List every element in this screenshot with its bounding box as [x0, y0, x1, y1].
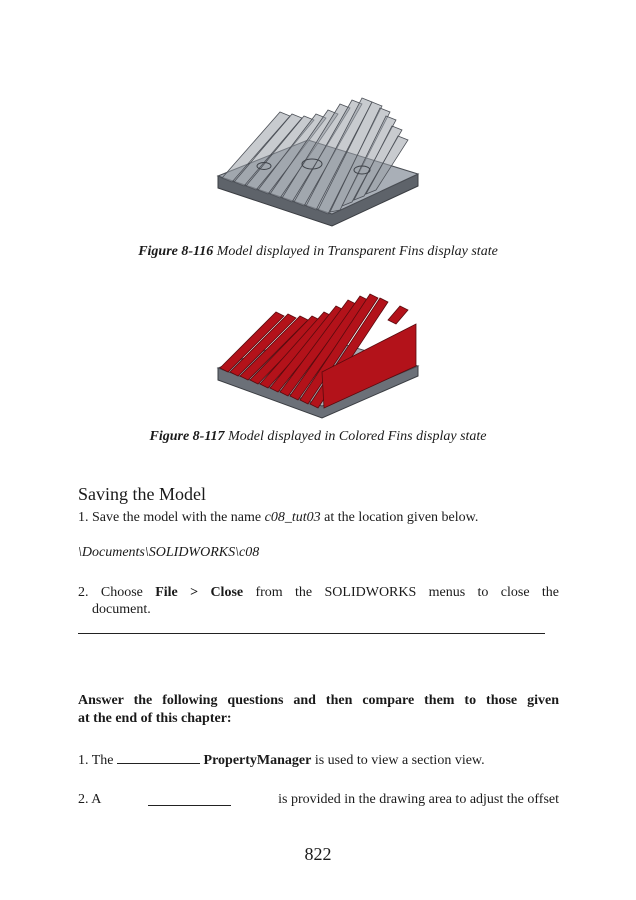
step-2-prefix: 2. Choose	[78, 585, 156, 600]
menu-path: File > Close	[155, 585, 244, 600]
step-2-line-1	[78, 584, 559, 601]
questions-intro-line-1	[78, 692, 559, 709]
answer-blank	[117, 751, 200, 764]
questions-intro-text: Answer the following questions and then compare them to those given	[78, 693, 559, 708]
figure-number: Figure 8-116	[138, 244, 214, 259]
figure-caption-text: Model displayed in Transparent Fins display state	[213, 244, 498, 259]
model-name: c08_tut03	[264, 510, 321, 525]
question-1	[78, 751, 485, 769]
figure-caption-text: Model displayed in Colored Fins display state	[224, 429, 487, 444]
figure-number: Figure 8-117	[149, 429, 225, 444]
step-2-rest: from the SOLIDWORKS menus to close the	[243, 585, 560, 600]
save-path	[78, 544, 259, 561]
question-1-suffix: is used to view a section view.	[311, 753, 485, 768]
section-title: Saving the Model	[78, 484, 206, 504]
figure-8-117-caption	[0, 429, 636, 445]
step-2-line-2: document.	[92, 602, 151, 617]
question-2-suffix: is provided in the drawing area to adjust the offset	[278, 792, 559, 807]
step-1-prefix: 1. Save the model with the name	[78, 510, 265, 525]
figure-8-116-caption	[0, 244, 636, 260]
step-1	[78, 509, 478, 526]
questions-intro-line-2: at the end of this chapter:	[78, 711, 232, 726]
question-2	[78, 791, 559, 808]
step-1-suffix: at the location given below.	[320, 510, 479, 525]
save-path-text: \Documents\SOLIDWORKS\c08	[78, 545, 260, 560]
section-divider	[78, 633, 545, 634]
figure-colored-fins-image	[212, 276, 424, 426]
question-1-bold: PropertyManager	[203, 753, 312, 768]
page-number: 822	[304, 844, 332, 864]
figure-transparent-fins-image	[212, 78, 424, 236]
answer-blank	[148, 793, 231, 806]
question-2-prefix: 2. A	[78, 792, 102, 807]
question-1-prefix: 1. The	[78, 753, 118, 768]
